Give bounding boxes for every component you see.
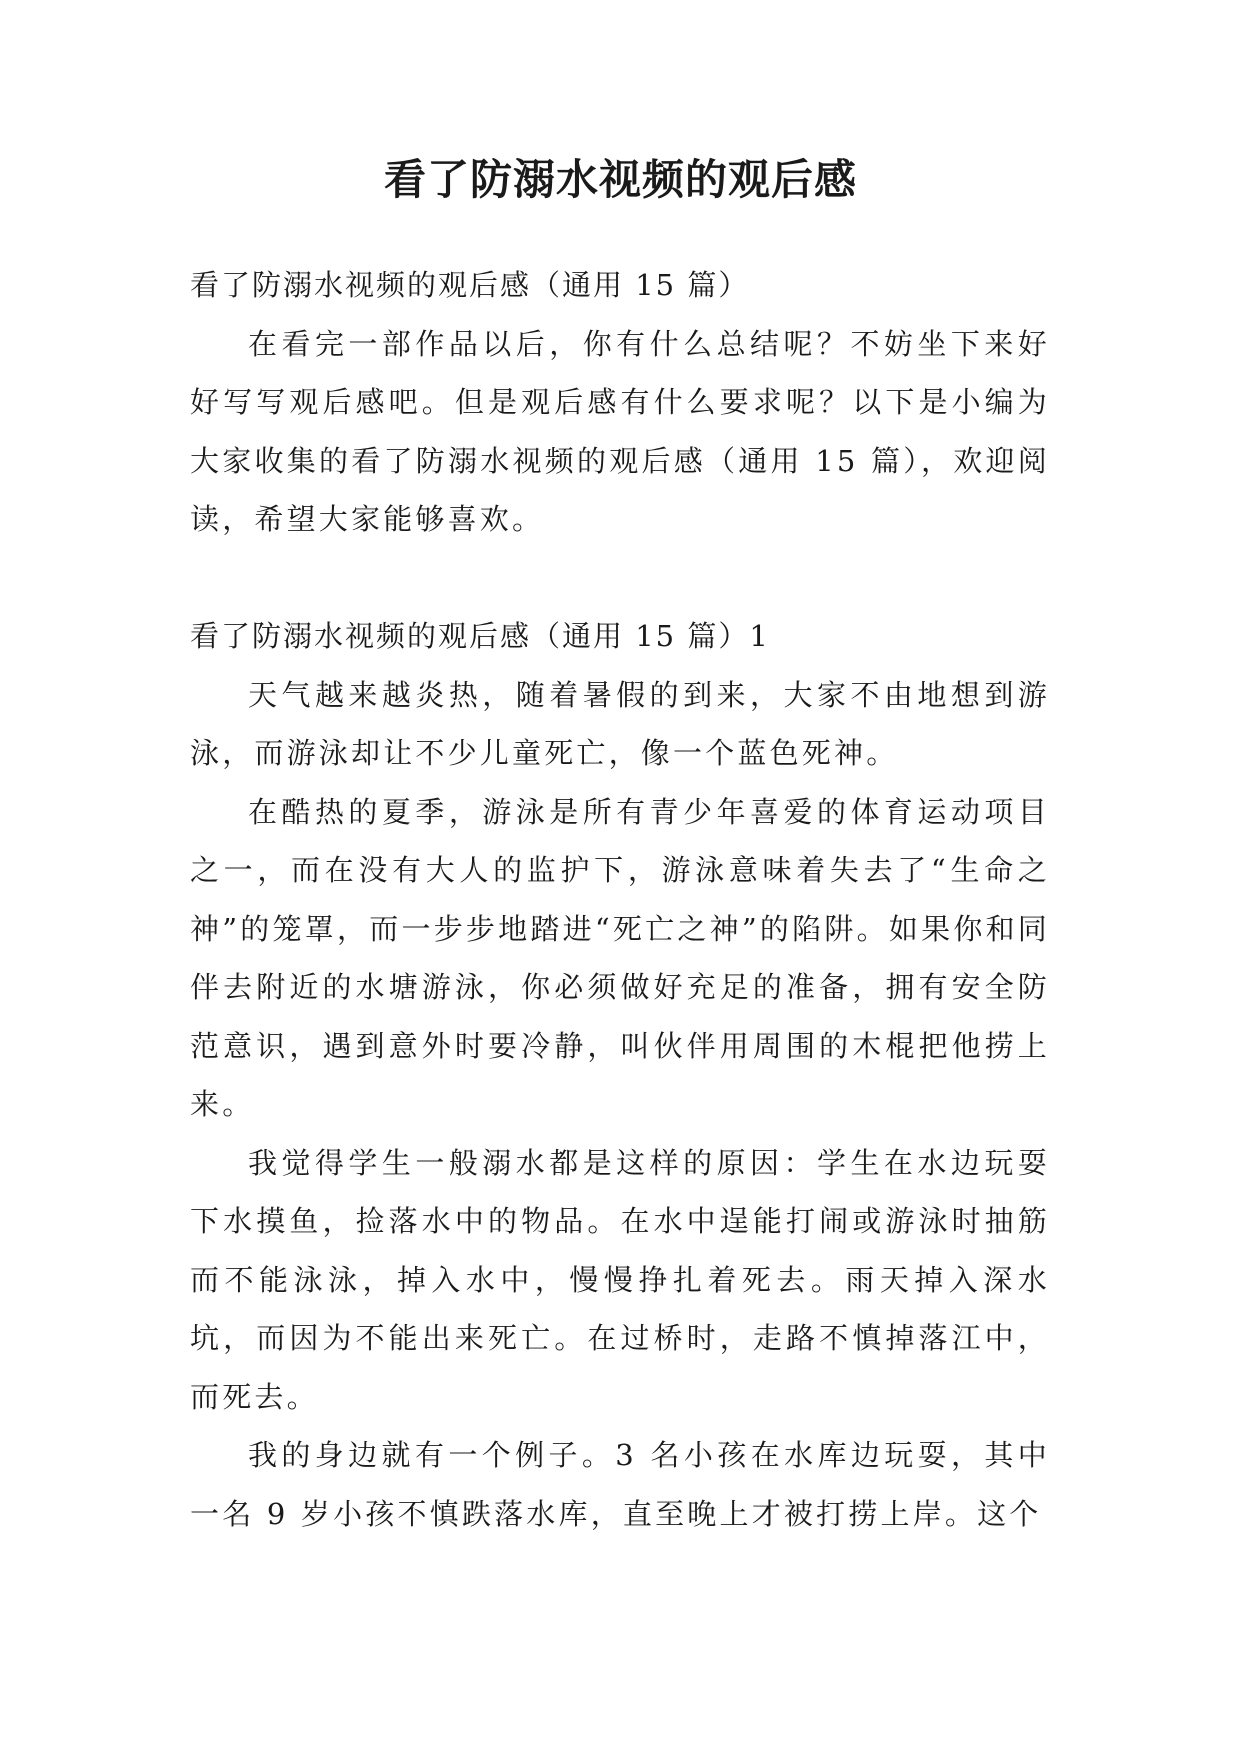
section-spacer <box>190 549 1050 608</box>
section-intro <box>190 256 1050 549</box>
body-paragraph: 在酷热的夏季，游泳是所有青少年喜爱的体育运动项目之一，而在没有大人的监护下，游泳意味着失去了“生命之神”的笼罩，而一步步地踏进“死亡之神”的陷阱。如果你和同伴去附近的水塘游泳，你必须做好充足的准备，拥有安全防范意识，遇到意外时要冷静，叫伙伴用周围的木棍把他捞上来。 <box>190 794 1050 1121</box>
body-paragraph: 在看完一部作品以后，你有什么总结呢？不妨坐下来好好写写观后感吧。但是观后感有什么要求呢？以下是小编为大家收集的看了防溺水视频的观后感（通用 15 篇），欢迎阅读，希望大家能够喜欢。 <box>190 326 1050 536</box>
section-heading: 看了防溺水视频的观后感（通用 15 篇）1 <box>190 619 770 653</box>
document-title: 看了防溺水视频的观后感 <box>383 155 857 204</box>
body-paragraph: 天气越来越炎热，随着暑假的到来，大家不由地想到游泳，而游泳却让不少儿童死亡，像一个蓝色死神。 <box>190 677 1050 770</box>
section-heading: 看了防溺水视频的观后感（通用 15 篇） <box>190 268 750 302</box>
section-essay-1 <box>190 607 1050 1543</box>
body-paragraph: 我的身边就有一个例子。3 名小孩在水库边玩耍，其中一名 9 岁小孩不慎跌落水库，直至晚上才被打捞上岸。这个 <box>190 1438 1050 1531</box>
body-paragraph: 我觉得学生一般溺水都是这样的原因：学生在水边玩耍下水摸鱼，捡落水中的物品。在水中逞能打闹或游泳时抽筋而不能泳泳，掉入水中，慢慢挣扎着死去。雨天掉入深水坑，而因为不能出来死亡。在过桥时，走路不慎掉落江中，而死去。 <box>190 1145 1050 1414</box>
document-body <box>190 256 1050 1543</box>
